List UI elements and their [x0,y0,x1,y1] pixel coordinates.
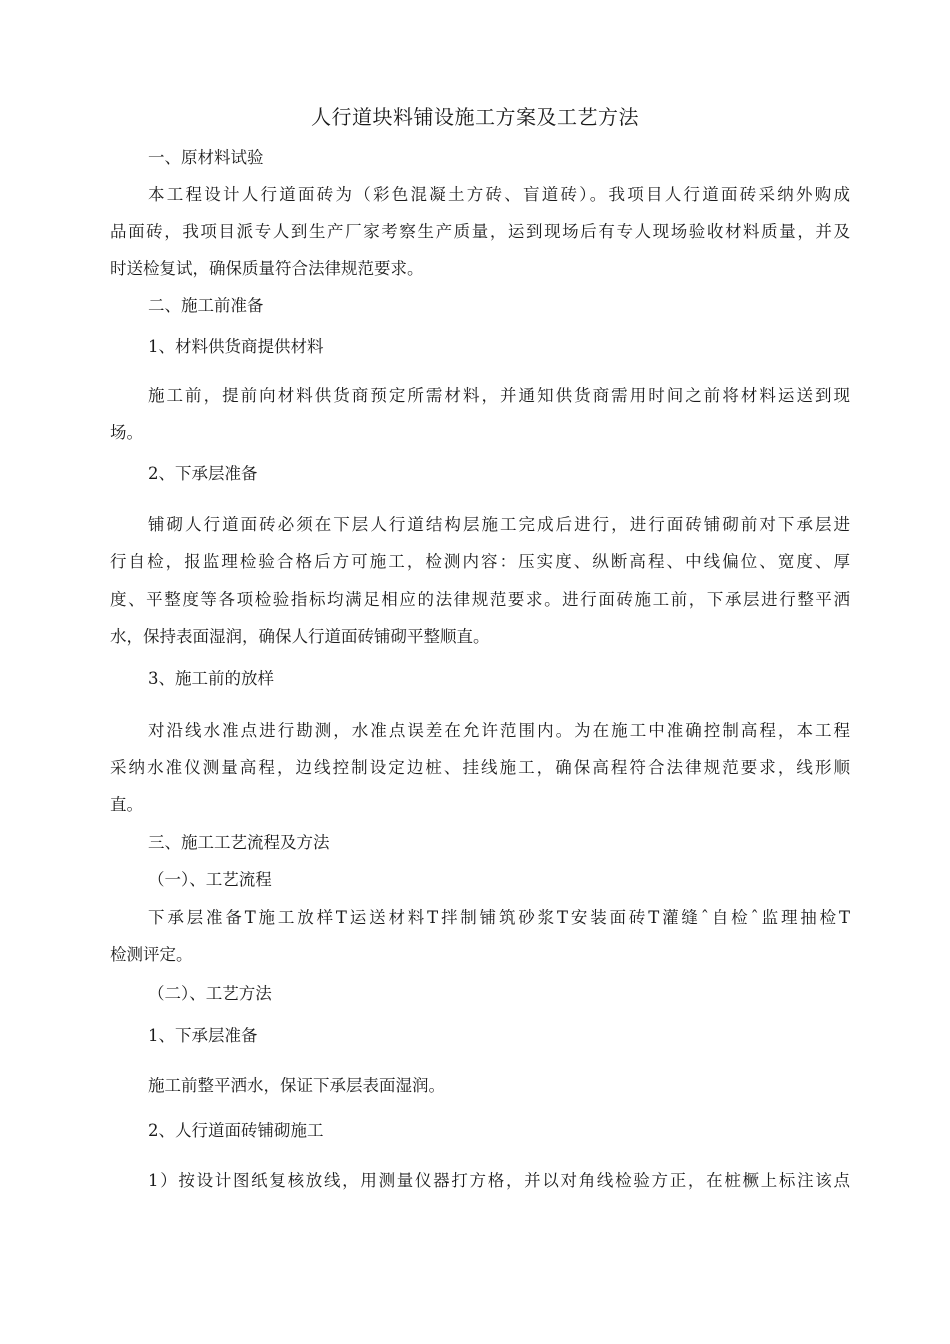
subsection-heading: （二）、工艺方法 [148,984,272,1003]
paragraph-line: 水，保持表面湿润，确保人行道面砖铺砌平整顺直。 [110,627,490,646]
subsection-heading: 1、材料供货商提供材料 [148,337,324,356]
section-heading-2: 二、施工前准备 [148,296,264,315]
paragraph-line: 采纳水准仪测量高程，边线控制设定边桩、挂线施工，确保高程符合法律规范要求，线形顺 [110,758,850,777]
paragraph-line: 本工程设计人行道面砖为（彩色混凝土方砖、盲道砖）。我项目人行道面砖采纳外购成 [148,185,850,204]
paragraph-line: 下承层准备T施工放样T运送材料T拌制铺筑砂浆T安装面砖T灌缝ˆ自检ˆ监理抽检T [148,908,850,927]
subsection-heading: 2、下承层准备 [148,464,258,483]
paragraph-line: 检测评定。 [110,945,193,964]
paragraph-line: 1）按设计图纸复核放线，用测量仪器打方格，并以对角线检验方正，在桩橛上标注该点 [148,1171,850,1190]
paragraph-line: 品面砖，我项目派专人到生产厂家考察生产质量，运到现场后有专人现场验收材料质量，并及 [110,222,850,241]
paragraph-line: 行自检，报监理检验合格后方可施工，检测内容：压实度、纵断高程、中线偏位、宽度、厚 [110,552,850,571]
paragraph-line: 直。 [110,795,143,814]
paragraph-line: 场。 [110,423,143,442]
paragraph-line: 对沿线水准点进行勘测，水准点误差在允许范围内。为在施工中准确控制高程，本工程 [148,721,850,740]
paragraph-line: 铺砌人行道面砖必须在下层人行道结构层施工完成后进行，进行面砖铺砌前对下承层进 [148,515,850,534]
paragraph-line: 时送检复试，确保质量符合法律规范要求。 [110,259,424,278]
section-heading-3: 三、施工工艺流程及方法 [148,833,330,852]
subsection-heading: （一）、工艺流程 [148,870,272,889]
subsection-heading: 2、人行道面砖铺砌施工 [148,1121,324,1140]
subsection-heading: 3、施工前的放样 [148,669,274,688]
paragraph-line: 度、平整度等各项检验指标均满足相应的法律规范要求。进行面砖施工前，下承层进行整平洒 [110,590,850,609]
section-heading-1: 一、原材料试验 [148,148,264,167]
paragraph-line: 施工前整平洒水，保证下承层表面湿润。 [148,1076,445,1095]
document-title: 人行道块料铺设施工方案及工艺方法 [311,105,639,129]
paragraph-line: 施工前，提前向材料供货商预定所需材料，并通知供货商需用时间之前将材料运送到现 [148,386,850,405]
subsection-heading: 1、下承层准备 [148,1026,258,1045]
